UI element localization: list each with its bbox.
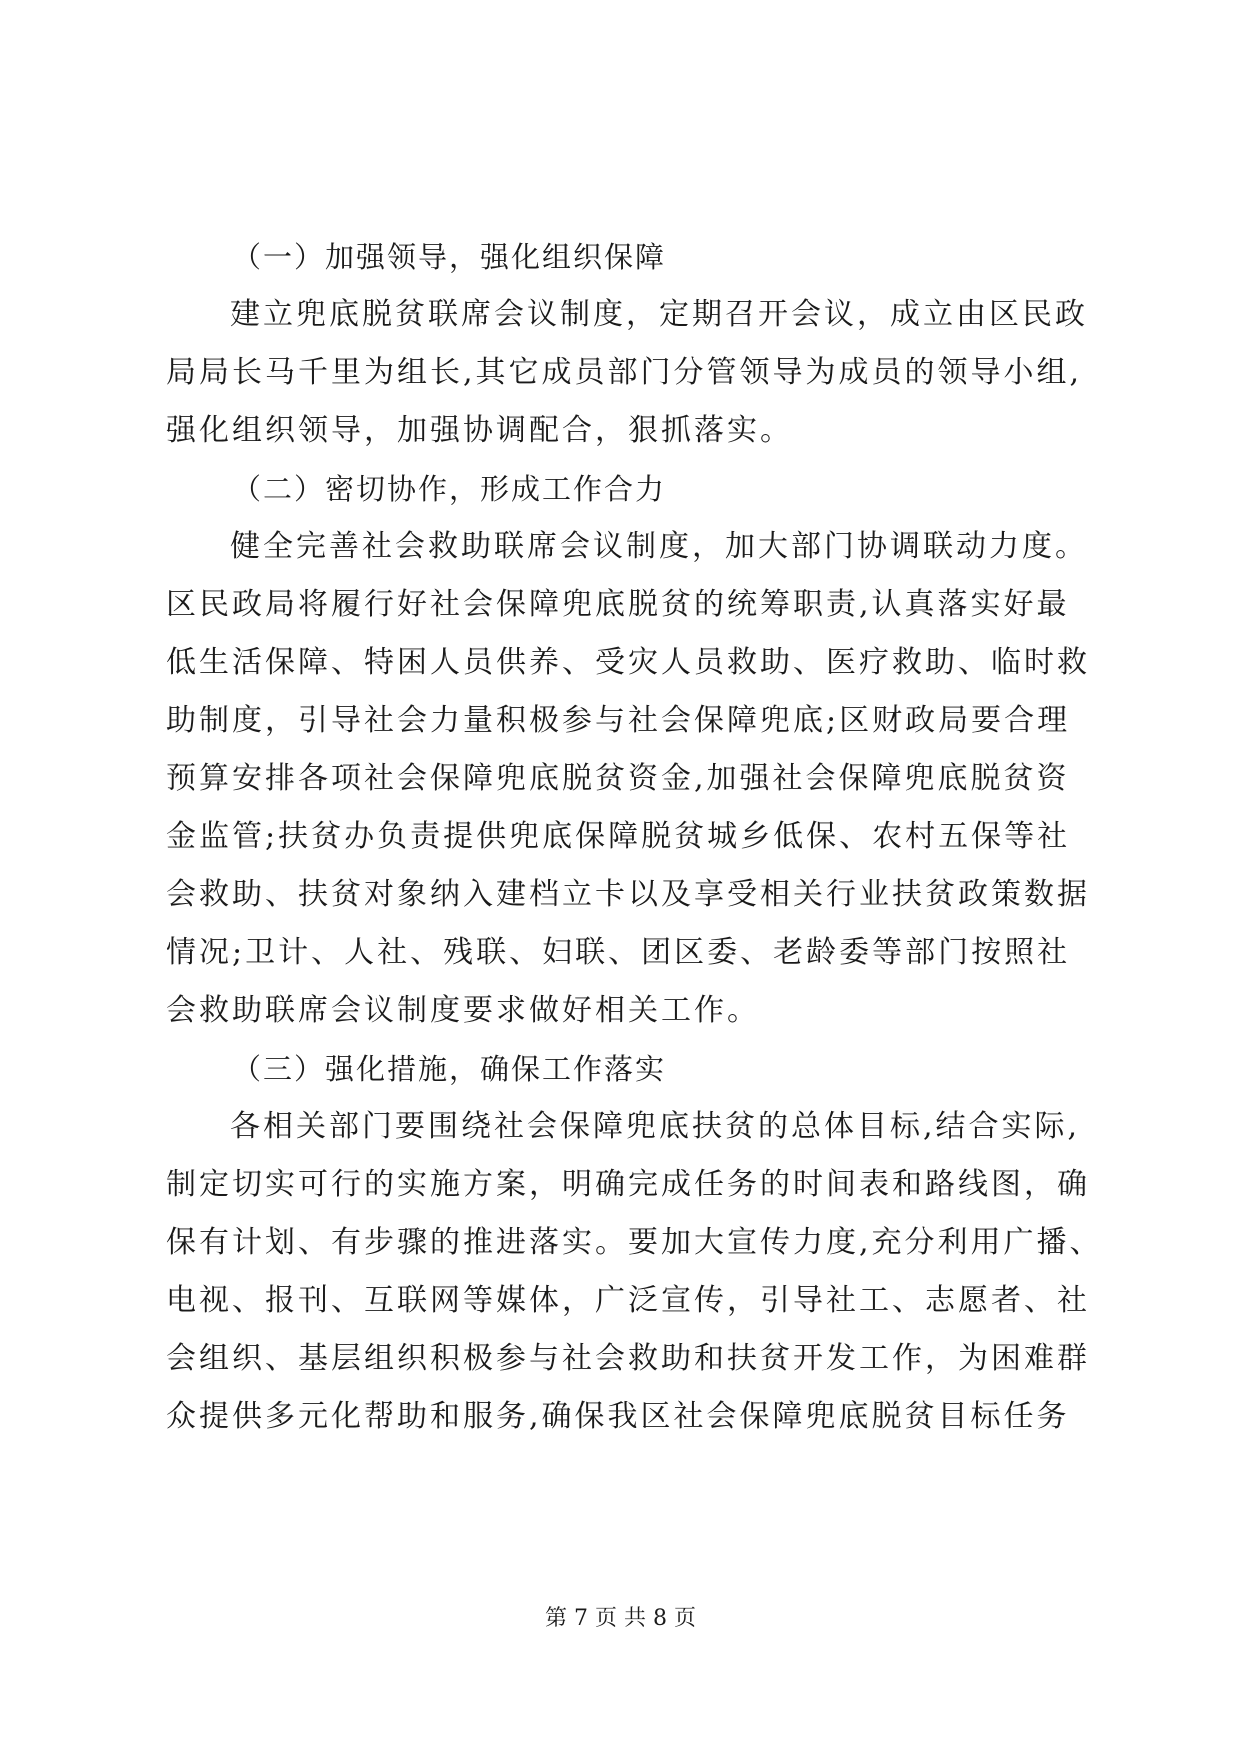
paragraph-line: 助制度，引导社会力量积极参与社会保障兜底;区财政局要合理: [166, 703, 1071, 738]
paragraph-line: 众提供多元化帮助和服务,确保我区社会保障兜底脱贫目标任务: [166, 1399, 1070, 1434]
paragraph-line: 会救助、扶贫对象纳入建档立卡以及享受相关行业扶贫政策数据: [166, 877, 1090, 912]
page-number-footer: 第 7 页 共 8 页: [545, 1606, 696, 1631]
paragraph-line: 情况;卫计、人社、残联、妇联、团区委、老龄委等部门按照社: [166, 935, 1071, 970]
paragraph-line: 会救助联席会议制度要求做好相关工作。: [166, 993, 760, 1028]
paragraph-line: 金监管;扶贫办负责提供兜底保障脱贫城乡低保、农村五保等社: [166, 819, 1071, 854]
paragraph-line: 会组织、基层组织积极参与社会救助和扶贫开发工作，为困难群: [166, 1341, 1090, 1376]
paragraph-1: [166, 286, 1096, 460]
paragraph-line: 健全完善社会救助联席会议制度，加大部门协调联动力度。: [230, 529, 1088, 564]
paragraph-2: [166, 518, 1096, 1040]
section-heading-2: （二）密切协作，形成工作合力: [232, 472, 667, 506]
paragraph-line: 局局长马千里为组长,其它成员部门分管领导为成员的领导小组,: [166, 355, 1083, 390]
paragraph-line: 低生活保障、特困人员供养、受灾人员救助、医疗救助、临时救: [166, 645, 1090, 680]
paragraph-line: 制定切实可行的实施方案，明确完成任务的时间表和路线图，确: [166, 1167, 1090, 1202]
paragraph-line: 电视、报刊、互联网等媒体，广泛宣传，引导社工、志愿者、社: [166, 1283, 1090, 1318]
section-heading-3: （三）强化措施，确保工作落实: [232, 1052, 667, 1086]
document-body: [166, 228, 1103, 1446]
paragraph-line: 建立兜底脱贫联席会议制度，定期召开会议，成立由区民政: [230, 297, 1088, 332]
section-heading-1: （一）加强领导，强化组织保障: [232, 240, 667, 274]
paragraph-line: 保有计划、有步骤的推进落实。要加大宣传力度,充分利用广播、: [166, 1225, 1103, 1260]
paragraph-3: [166, 1098, 1103, 1446]
paragraph-line: 强化组织领导，加强协调配合，狠抓落实。: [166, 413, 793, 448]
paragraph-line: 预算安排各项社会保障兜底脱贫资金,加强社会保障兜底脱贫资: [166, 761, 1070, 796]
paragraph-line: 区民政局将履行好社会保障兜底脱贫的统筹职责,认真落实好最: [166, 587, 1070, 622]
paragraph-line: 各相关部门要围绕社会保障兜底扶贫的总体目标,结合实际,: [230, 1109, 1081, 1144]
